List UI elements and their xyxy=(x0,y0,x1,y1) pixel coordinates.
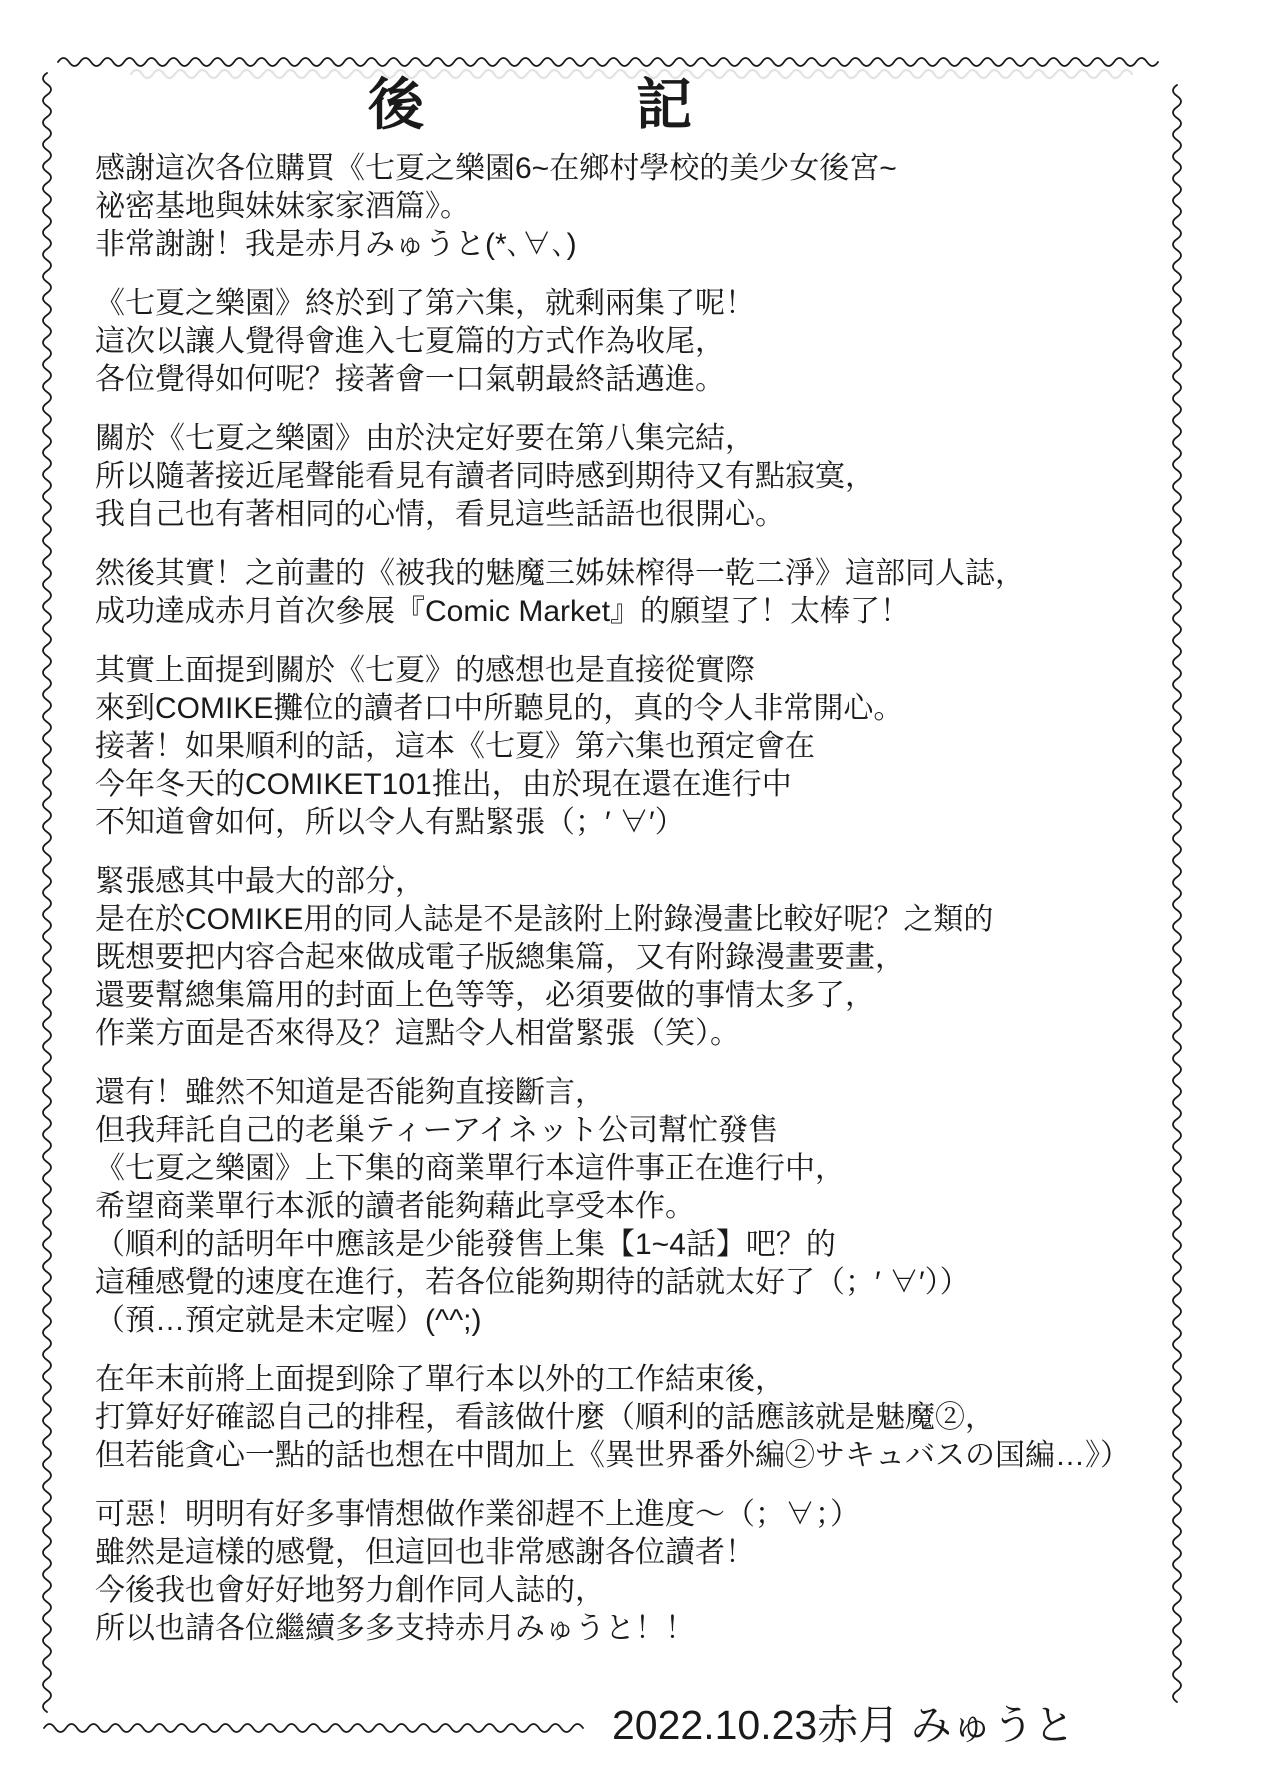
text-line: 關於《七夏之樂園》由於決定好要在第八集完結， xyxy=(95,422,755,455)
text-line: 不知道會如何，所以令人有點緊張（；′ ∀′） xyxy=(95,806,685,839)
text-line: 今後我也會好好地努力創作同人誌的， xyxy=(95,1574,605,1607)
paragraph xyxy=(95,1496,1180,1648)
text-line: （順利的話明年中應該是少能發售上集【1~4話】吧？的 xyxy=(95,1228,836,1261)
paragraph xyxy=(95,285,1180,399)
text-line: 然後其實！之前畫的《被我的魅魔三姊妹榨得一乾二淨》這部同人誌， xyxy=(95,557,1025,590)
paragraph xyxy=(95,1074,1180,1340)
text-line: 所以隨著接近尾聲能看見有讀者同時感到期待又有點寂寞， xyxy=(95,460,875,493)
signature-date-author: 2022.10.23赤月 みゅうと xyxy=(612,1702,1075,1748)
text-line: 祕密基地與妹妹家家酒篇》。 xyxy=(95,190,470,223)
paragraph xyxy=(95,1361,1180,1475)
text-line: 這次以讓人覺得會進入七夏篇的方式作為收尾， xyxy=(95,325,725,358)
text-line: 接著！如果順利的話，這本《七夏》第六集也預定會在 xyxy=(95,730,815,763)
text-line: 我自己也有著相同的心情，看見這些話語也很開心。 xyxy=(95,498,785,531)
text-line: 雖然是這樣的感覺，但這回也非常感謝各位讀者！ xyxy=(95,1536,755,1569)
text-line: 成功達成赤月首次參展『Comic Market』的願望了！太棒了！ xyxy=(95,595,911,628)
border-wave-bottom xyxy=(43,1720,593,1734)
text-line: 作業方面是否來得及？這點令人相當緊張（笑）。 xyxy=(95,1017,740,1050)
text-line: 這種感覺的速度在進行，若各位能夠期待的話就太好了（；′ ∀′）） xyxy=(95,1266,970,1299)
paragraph xyxy=(95,420,1180,534)
text-line: 感謝這次各位購買《七夏之樂園6~在鄉村學校的美少女後宮~ xyxy=(95,152,897,185)
border-wave-left xyxy=(39,72,53,1714)
text-line: （預…預定就是未定喔）(^^;) xyxy=(95,1304,482,1337)
text-line: 所以也請各位繼續多多支持赤月みゅうと！！ xyxy=(95,1612,695,1645)
text-line: 《七夏之樂園》上下集的商業單行本這件事正在進行中， xyxy=(95,1152,845,1185)
text-line: 是在於COMIKE用的同人誌是不是該附上附錄漫畫比較好呢？之類的 xyxy=(95,903,994,936)
text-line: 其實上面提到關於《七夏》的感想也是直接從實際 xyxy=(95,654,755,687)
text-line: 還有！雖然不知道是否能夠直接斷言， xyxy=(95,1076,605,1109)
afterword-body xyxy=(95,150,1180,1648)
text-line: 今年冬天的COMIKET101推出，由於現在還在進行中 xyxy=(95,768,792,801)
text-line: 《七夏之樂園》終於到了第六集，就剩兩集了呢！ xyxy=(95,287,755,320)
page-title: 後記 xyxy=(368,73,904,136)
text-line: 可惡！明明有好多事情想做作業卻趕不上進度～（；∀；） xyxy=(95,1498,860,1531)
text-line: 緊張感其中最大的部分， xyxy=(95,865,425,898)
paragraph xyxy=(95,652,1180,842)
paragraph xyxy=(95,863,1180,1053)
text-line: 但我拜託自己的老巢ティーアイネット公司幫忙發售 xyxy=(95,1114,779,1147)
text-line: 來到COMIKE攤位的讀者口中所聽見的，真的令人非常開心。 xyxy=(95,692,904,725)
text-line: 但若能貪心一點的話也想在中間加上《異世界番外編②サキュバスの国編…》） xyxy=(95,1439,1130,1472)
text-line: 打算好好確認自己的排程，看該做什麼（順利的話應該就是魅魔②， xyxy=(95,1401,995,1434)
text-line: 還要幫總集篇用的封面上色等等，必須要做的事情太多了， xyxy=(95,979,875,1012)
text-line: 在年末前將上面提到除了單行本以外的工作結束後， xyxy=(95,1363,785,1396)
text-line: 希望商業單行本派的讀者能夠藉此享受本作。 xyxy=(95,1190,695,1223)
paragraph xyxy=(95,555,1180,631)
text-line: 各位覺得如何呢？接著會一口氣朝最終話邁進。 xyxy=(95,363,725,396)
text-line: 既想要把内容合起來做成電子版總集篇，又有附錄漫畫要畫， xyxy=(95,941,905,974)
text-line: 非常謝謝！我是赤月みゅうと(*､∀､) xyxy=(95,228,577,261)
paragraph xyxy=(95,150,1180,264)
